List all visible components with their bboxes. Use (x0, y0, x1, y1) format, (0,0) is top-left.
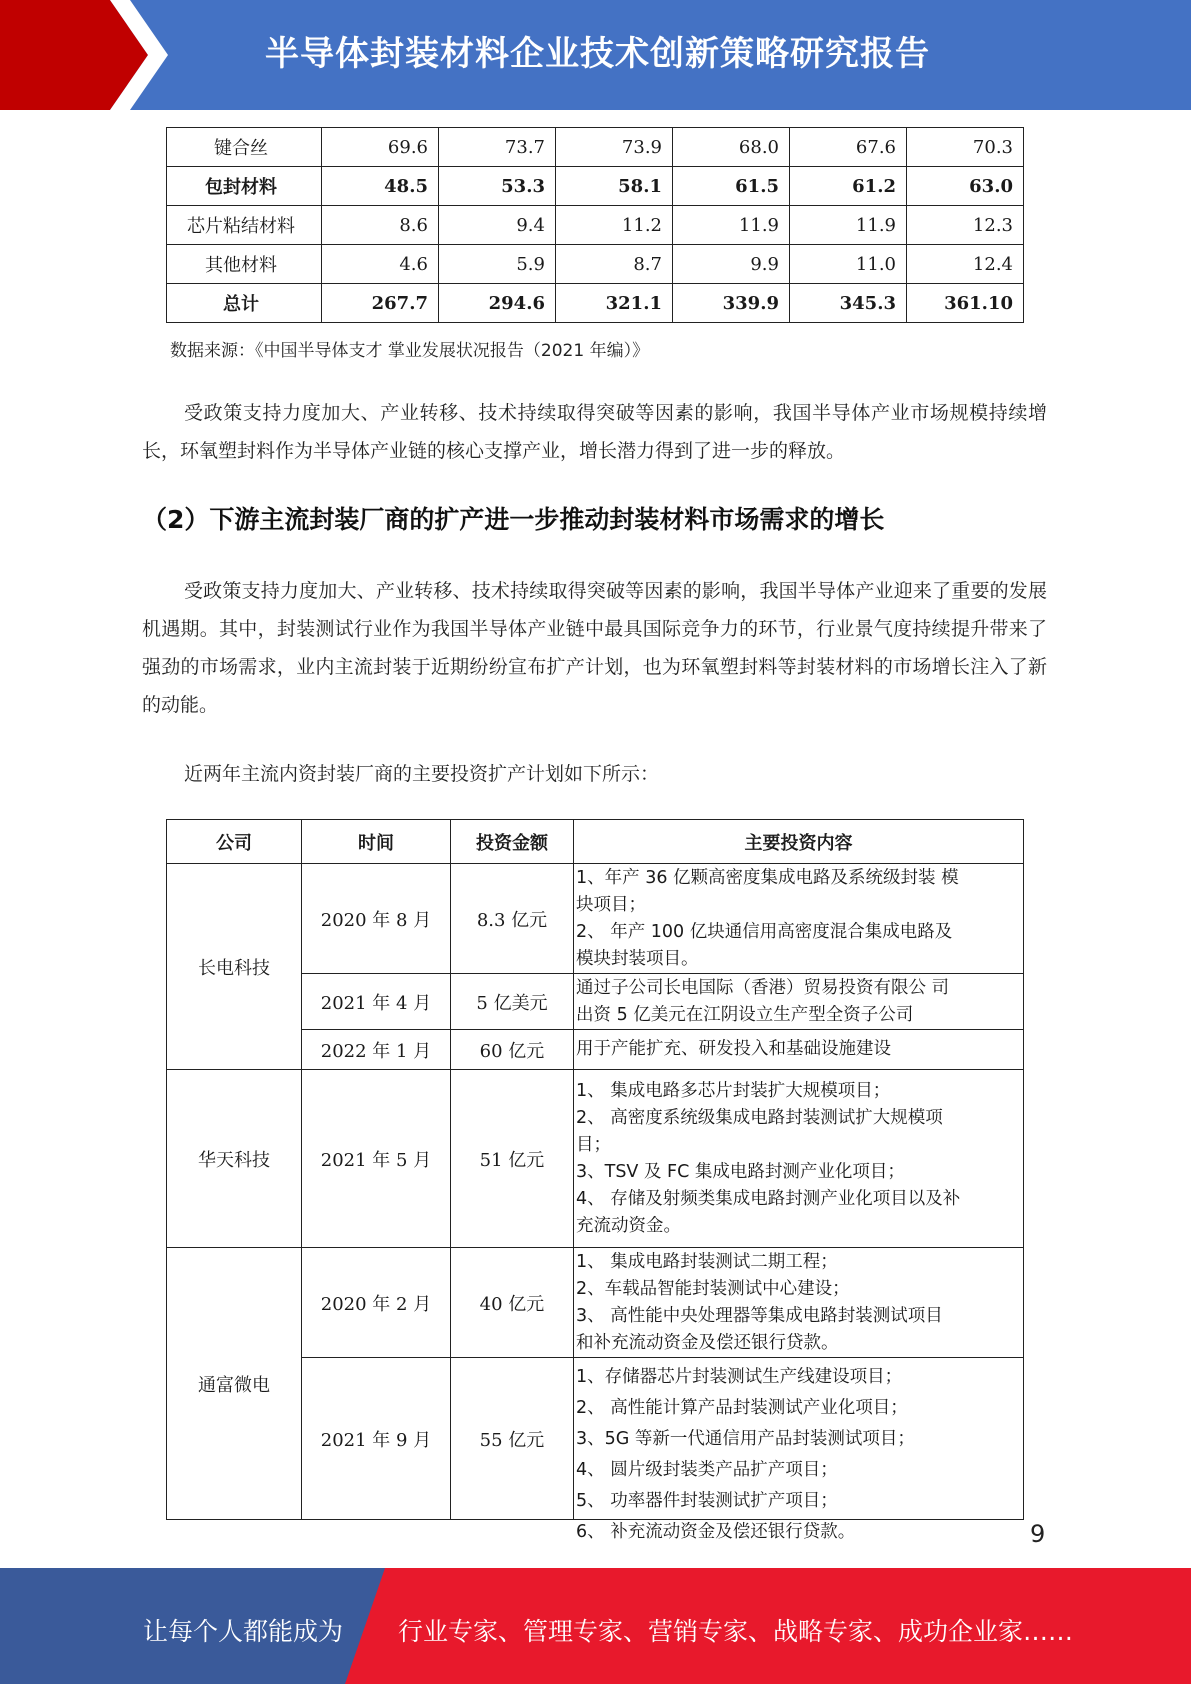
section-heading: （2）下游主流封装厂商的扩产进一步推动封装材料市场需求的增长 (142, 505, 885, 534)
table-cell: 5.9 (439, 245, 556, 284)
content-line: 充流动资金。 (576, 1215, 681, 1236)
page-footer (0, 1568, 1191, 1684)
page-number: 9 (1030, 1520, 1046, 1548)
paragraph-table-intro: 近两年主流内资封装厂商的主要投资扩产计划如下所示： (184, 763, 660, 785)
table-cell: 12.3 (907, 206, 1024, 245)
row-label: 芯片粘结材料 (167, 206, 322, 245)
content-line: 4、 圆片级封装类产品扩产项目； (576, 1460, 838, 1480)
plan-time: 2021 年 5 月 (302, 1070, 451, 1248)
paragraph-expansion: 受政策支持力度加大、产业转移、技术持续取得突破等因素的影响，我国半导体产业迎来了重要的发展机遇期。其中，封装测试行业作为我国半导体产业链中最具国际竞争力的环节，行业景气度持续提升带来了强劲的市场需求，业内主流封装于近期纷纷宣布扩产计划，也为环氧塑封料等封装材料的市场增长注入了新的动能。 (142, 580, 1047, 716)
table-cell: 53.3 (439, 167, 556, 206)
content-line: 块项目； (576, 894, 646, 915)
plan-content (574, 1358, 1024, 1542)
content-line: 3、 高性能中央处理器等集成电路封装测试项目 (576, 1305, 943, 1326)
row-label: 其他材料 (167, 245, 322, 284)
plan-content (574, 1070, 1024, 1248)
table-row (167, 284, 1024, 323)
plan-amount: 51 亿元 (451, 1070, 574, 1248)
table-cell: 63.0 (907, 167, 1024, 206)
table-cell: 73.9 (556, 128, 673, 167)
table-row (167, 206, 1024, 245)
table-cell: 339.9 (673, 284, 790, 323)
table-cell: 11.9 (673, 206, 790, 245)
content-line: 2、 高性能计算产品封装测试产业化项目； (576, 1398, 908, 1418)
table-row (167, 245, 1024, 284)
header-amount: 投资金额 (451, 820, 574, 864)
content-line: 2、车载品智能封装测试中心建设； (576, 1278, 850, 1299)
table-row (167, 167, 1024, 206)
market-size-table (166, 127, 1024, 323)
content-line: 1、存储器芯片封装测试生产线建设项目； (576, 1367, 903, 1387)
content-line: 目； (576, 1134, 611, 1155)
table-cell: 11.0 (790, 245, 907, 284)
row-label: 键合丝 (167, 128, 322, 167)
header-content: 主要投资内容 (574, 820, 1024, 864)
company-name: 长电科技 (167, 864, 302, 1070)
table-cell: 12.4 (907, 245, 1024, 284)
plan-content (574, 1248, 1024, 1358)
row-label: 总计 (167, 284, 322, 323)
table-cell: 61.2 (790, 167, 907, 206)
content-line: 1、 集成电路多芯片封装扩大规模项目； (576, 1080, 891, 1101)
table-cell: 8.7 (556, 245, 673, 284)
table-cell: 361.10 (907, 284, 1024, 323)
content-line: 模块封装项目。 (576, 948, 699, 969)
content-line: 3、5G 等新一代通信用产品封装测试项目； (576, 1429, 915, 1449)
content-line: 2、 高密度系统级集成电路封装测试扩大规模项 (576, 1107, 943, 1128)
header-time: 时间 (302, 820, 451, 864)
footer-slogan-left: 让每个人都能成为 (143, 1617, 344, 1646)
table-row (167, 128, 1024, 167)
data-source-note: 数据来源：《中国半导体支才 掌业发展状况报告（2021 年编）》 (170, 341, 650, 361)
table-row (167, 1248, 1024, 1358)
table-cell: 321.1 (556, 284, 673, 323)
investment-plan-table (166, 819, 1024, 1542)
table-cell: 4.6 (322, 245, 439, 284)
content-line: 5、 功率器件封装测试扩产项目； (576, 1491, 838, 1511)
plan-amount: 5 亿美元 (451, 974, 574, 1030)
table-cell: 61.5 (673, 167, 790, 206)
table-cell: 69.6 (322, 128, 439, 167)
table-cell: 11.2 (556, 206, 673, 245)
company-name: 华天科技 (167, 1070, 302, 1248)
report-title: 半导体封装材料企业技术创新策略研究报告 (265, 34, 930, 74)
content-line: 和补充流动资金及偿还银行贷款。 (576, 1332, 839, 1353)
table-cell: 58.1 (556, 167, 673, 206)
plan-content (574, 974, 1024, 1030)
table-cell: 9.9 (673, 245, 790, 284)
company-name: 通富微电 (167, 1248, 302, 1520)
plan-time: 2020 年 2 月 (302, 1248, 451, 1358)
row-label: 包封材料 (167, 167, 322, 206)
table-cell: 11.9 (790, 206, 907, 245)
content-line: 4、 存储及射频类集成电路封测产业化项目以及补 (576, 1188, 961, 1209)
content-line: 用于产能扩充、研发投入和基础设施建设 (576, 1039, 891, 1059)
table-row (167, 1070, 1024, 1248)
content-line: 出资 5 亿美元在江阴设立生产型全资子公司 (576, 1004, 914, 1025)
content-line: 3、TSV 及 FC 集成电路封测产业化项目； (576, 1161, 905, 1182)
table-cell: 9.4 (439, 206, 556, 245)
plan-amount: 40 亿元 (451, 1248, 574, 1358)
plan-amount: 55 亿元 (451, 1358, 574, 1520)
content-line: 6、 补充流动资金及偿还银行贷款。 (576, 1522, 856, 1542)
table-row (167, 864, 1024, 974)
table-header-row (167, 820, 1024, 864)
plan-time: 2020 年 8 月 (302, 864, 451, 974)
plan-time: 2022 年 1 月 (302, 1030, 451, 1070)
footer-slogan-right: 行业专家、管理专家、营销专家、战略专家、成功企业家…… (398, 1617, 1074, 1646)
content-line: 2、 年产 100 亿块通信用高密度混合集成电路及 (576, 921, 953, 942)
paragraph-market-growth: 受政策支持力度加大、产业转移、技术持续取得突破等因素的影响，我国半导体产业市场规模持续增长，环氧塑封料作为半导体产业链的核心支撑产业，增长潜力得到了进一步的释放。 (142, 402, 1047, 462)
plan-time: 2021 年 4 月 (302, 974, 451, 1030)
table-cell: 267.7 (322, 284, 439, 323)
plan-content (574, 1030, 1024, 1070)
header-company: 公司 (167, 820, 302, 864)
table-cell: 48.5 (322, 167, 439, 206)
table-cell: 67.6 (790, 128, 907, 167)
content-line: 1、年产 36 亿颗高密度集成电路及系统级封装 模 (576, 867, 959, 888)
plan-time: 2021 年 9 月 (302, 1358, 451, 1520)
plan-amount: 60 亿元 (451, 1030, 574, 1070)
page-header (0, 0, 1191, 110)
plan-amount: 8.3 亿元 (451, 864, 574, 974)
table-cell: 8.6 (322, 206, 439, 245)
content-line: 通过子公司长电国际（香港）贸易投资有限公 司 (576, 977, 950, 998)
table-cell: 73.7 (439, 128, 556, 167)
table-cell: 68.0 (673, 128, 790, 167)
content-line: 1、 集成电路封装测试二期工程； (576, 1251, 838, 1272)
table-cell: 345.3 (790, 284, 907, 323)
table-cell: 70.3 (907, 128, 1024, 167)
table-cell: 294.6 (439, 284, 556, 323)
plan-content (574, 864, 1024, 974)
